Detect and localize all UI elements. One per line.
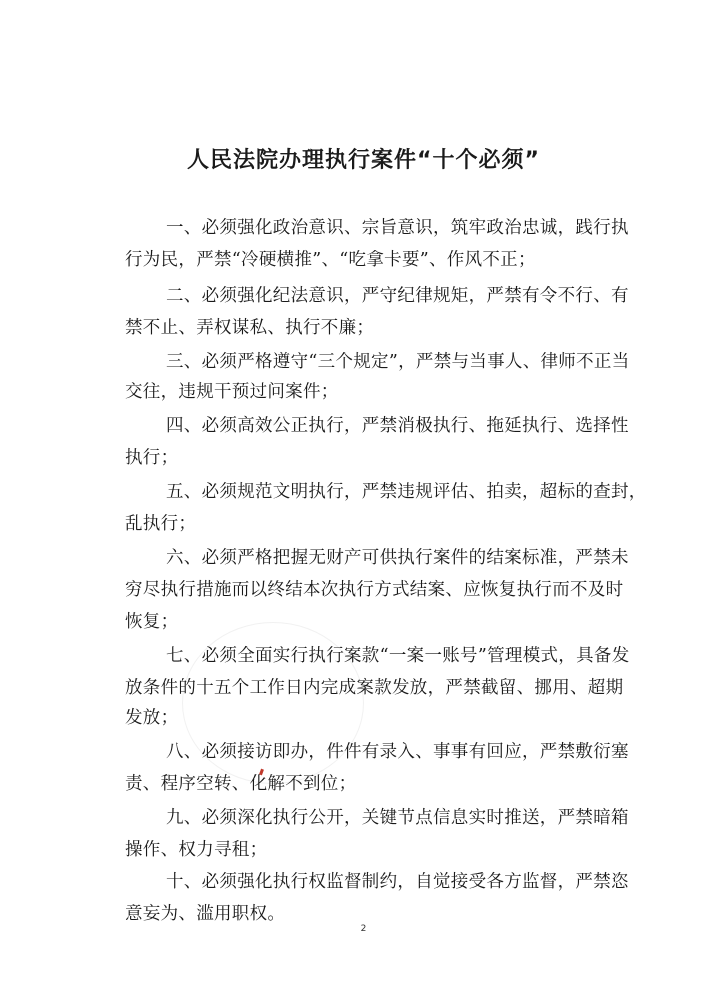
body-line: 四、必须高效公正执行，严禁消极执行、拖延执行、选择性	[166, 416, 629, 436]
body-line: 八、必须接访即办，件件有录入、事事有回应，严禁敷衍塞	[166, 742, 629, 762]
body-line: 七、必须全面实行执行案款“一案一账号”管理模式，具备发	[166, 646, 630, 666]
body-line: 执行；	[125, 448, 179, 468]
body-line: 十、必须强化执行权监督制约，自觉接受各方监督，严禁恣	[166, 872, 629, 892]
body-line: 九、必须深化执行公开，关键节点信息实时推送，严禁暗箱	[166, 808, 629, 828]
page-number: 2	[360, 924, 367, 934]
body-line: 交往，违规干预过问案件；	[125, 382, 339, 402]
body-line: 穷尽执行措施而以终结本次执行方式结案、应恢复执行而不及时	[125, 580, 624, 600]
body-line: 行为民，严禁“冷硬横推”、“吃拿卡要”、作风不正；	[125, 250, 536, 270]
body-line: 意妄为、滥用职权。	[125, 904, 286, 924]
body-line: 操作、权力寻租；	[125, 840, 268, 860]
body-line: 放条件的十五个工作日内完成案款发放，严禁截留、挪用、超期	[125, 678, 624, 698]
body-line: 五、必须规范文明执行，严禁违规评估、拍卖，超标的查封，	[166, 482, 647, 502]
body-line: 六、必须严格把握无财产可供执行案件的结案标准，严禁未	[166, 548, 629, 568]
body-line: 二、必须强化纪法意识，严守纪律规矩，严禁有令不行、有	[166, 286, 629, 306]
body-line: 恢复；	[125, 612, 179, 632]
body-line: 乱执行；	[125, 514, 197, 534]
body-line: 责、程序空转、化解不到位；	[125, 774, 357, 794]
body-line: 发放；	[125, 708, 179, 728]
body-line: 禁不止、弄权谋私、执行不廉；	[125, 318, 375, 338]
body-line: 一、必须强化政治意识、宗旨意识，筑牢政治忠诚，践行执	[166, 218, 629, 238]
document-title: 人民法院办理执行案件“十个必须”	[187, 148, 540, 173]
body-line: 三、必须严格遵守“三个规定”，严禁与当事人、律师不正当	[166, 352, 630, 372]
